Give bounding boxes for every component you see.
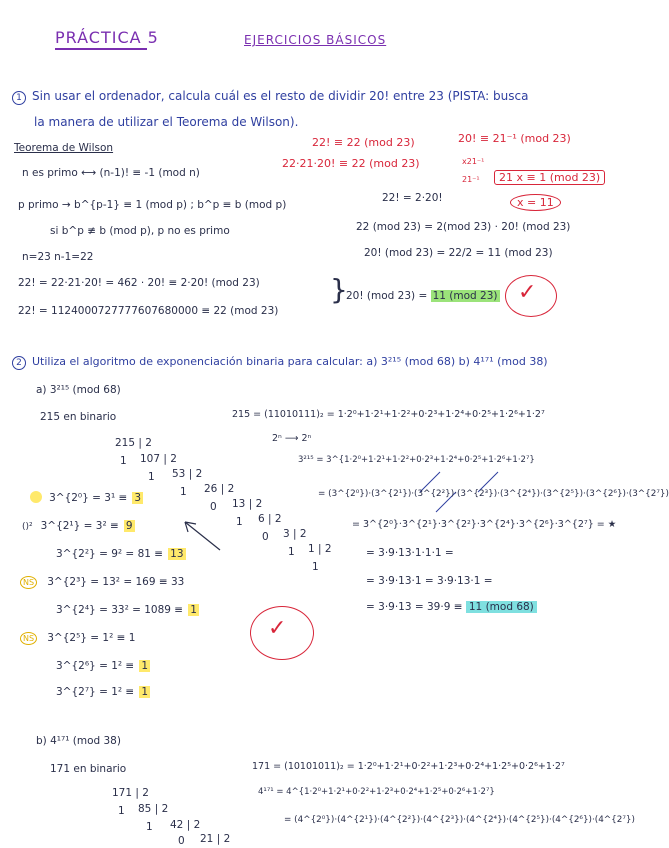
square-text: 3^{2⁴} = 33² = 1089 ≡: [56, 604, 184, 616]
rem-a-0: 1: [120, 455, 127, 467]
red-line-5: 21⁻¹: [462, 175, 480, 184]
square-row-7: [56, 682, 150, 698]
div-a-4: 13 | 2: [232, 498, 263, 510]
wilson-line-6: 22! = 1124000727777607680000 ≡ 22 (mod 23): [18, 305, 279, 317]
div-a-0: 215 | 2: [115, 437, 152, 449]
wilson-line-3: si b^p ≢ b (mod p), p no es primo: [50, 225, 230, 237]
square-row-2: [56, 544, 186, 560]
square-value: 1: [141, 686, 149, 698]
bin-label-a: 215 en binario: [40, 411, 117, 423]
div-b-2: 42 | 2: [170, 819, 201, 831]
div-b-3: 21 | 2: [200, 833, 231, 845]
square-row-4: [56, 600, 199, 616]
square-row-6: [56, 656, 150, 672]
ns-badge: NS: [20, 632, 37, 645]
rem-a-7: 1: [312, 561, 319, 573]
wilson-line-1: n es primo ⟷ (n-1)! ≡ -1 (mod n): [22, 167, 200, 179]
brace-result-value: 11 (mod 23): [432, 290, 498, 302]
part-b-label: b) 4¹⁷¹ (mod 38): [36, 735, 121, 747]
rem-a-5: 0: [262, 531, 269, 543]
page-title: PRÁCTICA 5: [55, 28, 159, 47]
question-1-line-2: la manera de utilizar el Teorema de Wilson).: [34, 115, 299, 129]
rem-b-1: 1: [146, 821, 153, 833]
red-line-6: 21 x ≡ 1 (mod 23): [494, 170, 605, 185]
rem-a-3: 0: [210, 501, 217, 513]
red-line-3: 20! ≡ 21⁻¹ (mod 23): [458, 132, 571, 145]
product-line-5-text: = 3·9·13 = 39·9 ≡: [366, 601, 463, 613]
bin-eq-a: 215 = (11010111)₂ = 1·2⁰+1·2¹+1·2²+0·2³+1·2⁴+0·2⁵+1·2⁶+1·2⁷: [232, 409, 545, 420]
wilson-line-4: n=23 n-1=22: [22, 251, 94, 263]
pow3-line: 3²¹⁵ = 3^{1·2⁰+1·2¹+1·2²+0·2³+1·2⁴+0·2⁵+1·2⁶+1·2⁷}: [298, 455, 535, 465]
red-line-7: x = 11: [510, 194, 561, 211]
div-a-6: 3 | 2: [283, 528, 307, 540]
red-line-4: x21⁻¹: [462, 157, 485, 166]
div-a-1: 107 | 2: [140, 453, 177, 465]
div-b-1: 85 | 2: [138, 803, 169, 815]
product-result: 11 (mod 68): [466, 601, 537, 613]
ns-badge: NS: [20, 576, 37, 589]
square-row-0: [30, 488, 143, 504]
product-line-5: [366, 602, 537, 613]
square-row-5: [20, 628, 135, 644]
b-product-line: = (4^{2⁰})·(4^{2¹})·(4^{2²})·(4^{2³})·(4^{2⁴})·(4^{2⁵})·(4^{2⁶})·(4^{2⁷}): [284, 815, 635, 825]
page-subtitle: EJERCICIOS BÁSICOS: [244, 33, 387, 47]
check-mark-2: ✓: [268, 616, 287, 641]
square-text: 3^{2⁵} = 1² ≡ 1: [47, 632, 136, 644]
div-a-7: 1 | 2: [308, 543, 332, 555]
rem-b-2: 0: [178, 835, 185, 847]
square-value: 9: [125, 520, 133, 532]
square-text: 3^{2⁶} = 1² ≡: [56, 660, 135, 672]
square-value: 1: [190, 604, 197, 616]
exp-rule: 2ⁿ ⟶ 2ⁿ: [272, 433, 312, 444]
question-1-line-1: Sin usar el ordenador, calcula cuál es el resto de dividir 20! entre 23 (PISTA: busca: [32, 89, 529, 103]
product-line-4: = 3·9·13·1 = 3·9·13·1 =: [366, 575, 493, 587]
question-number: 2: [12, 356, 26, 370]
div-a-2: 53 | 2: [172, 468, 203, 480]
brace-result-label: 20! (mod 23) =: [346, 290, 428, 302]
square-text: 3^{2⁰} = 3¹ ≡: [49, 492, 128, 504]
product-line-3: = 3·9·13·1·1·1 =: [366, 547, 454, 559]
product-line-2: = 3^{2⁰}·3^{2¹}·3^{2²}·3^{2⁴}·3^{2⁶}·3^{2⁷} = ★: [352, 519, 617, 530]
red-line-1: 22! ≡ 22 (mod 23): [312, 136, 415, 149]
rem-a-1: 1: [148, 471, 155, 483]
blue-line-3: 20! (mod 23) = 22/2 = 11 (mod 23): [364, 247, 553, 259]
b-pow-line: 4¹⁷¹ = 4^{1·2⁰+1·2¹+0·2²+1·2³+0·2⁴+1·2⁵+0·2⁶+1·2⁷}: [258, 787, 495, 797]
wilson-line-2: p primo → b^{p-1} ≡ 1 (mod p) ; b^p ≡ b (mod p): [18, 199, 287, 211]
red-line-2: 22·21·20! ≡ 22 (mod 23): [282, 157, 420, 170]
square-value: 3: [134, 492, 142, 504]
square-row-1: ()² 3^{2¹} = 3² ≡ 9: [22, 520, 133, 532]
wilson-line-5: 22! = 22·21·20! = 462 · 20! ≡ 2·20! (mod 23): [18, 277, 260, 289]
product-line-1: = (3^{2⁰})·(3^{2¹})·(3^{2²})·(3^{2³})·(3^{2⁴})·(3^{2⁵})·(3^{2⁶})·(3^{2⁷}): [318, 489, 669, 499]
square-row-3: [20, 572, 184, 588]
square-text: 3^{2⁷} = 1² ≡: [56, 686, 135, 698]
square-value: 13: [170, 548, 184, 560]
blue-line-1: 22! = 2·20!: [382, 192, 443, 204]
rem-a-2: 1: [180, 486, 187, 498]
blue-line-2: 22 (mod 23) = 2(mod 23) · 20! (mod 23): [356, 221, 571, 233]
square-value: 1: [141, 660, 149, 672]
div-b-0: 171 | 2: [112, 787, 149, 799]
rem-a-4: 1: [236, 516, 243, 528]
rem-a-6: 1: [288, 546, 295, 558]
div-a-3: 26 | 2: [204, 483, 235, 495]
yellow-dot: [30, 491, 42, 503]
check-mark-1: ✓: [518, 280, 537, 305]
bin-label-b: 171 en binario: [50, 763, 127, 775]
div-a-5: 6 | 2: [258, 513, 282, 525]
question-2-line: Utiliza el algoritmo de exponenciación binaria para calcular: a) 3²¹⁵ (mod 68) b) 4¹⁷¹ (mod 38): [32, 355, 548, 368]
brace: }: [330, 273, 348, 306]
wilson-title: Teorema de Wilson: [14, 142, 114, 154]
bin-eq-b: 171 = (10101011)₂ = 1·2⁰+1·2¹+0·2²+1·2³+0·2⁴+1·2⁵+0·2⁶+1·2⁷: [252, 761, 565, 772]
part-a-label: a) 3²¹⁵ (mod 68): [36, 384, 121, 396]
square-text: 3^{2³} = 13² = 169 ≡ 33: [47, 576, 185, 588]
square-text: 3^{2¹} = 3² ≡: [40, 520, 119, 532]
question-number: 1: [12, 91, 26, 105]
square-text: 3^{2²} = 9² = 81 ≡: [56, 548, 164, 560]
rem-b-0: 1: [118, 805, 125, 817]
